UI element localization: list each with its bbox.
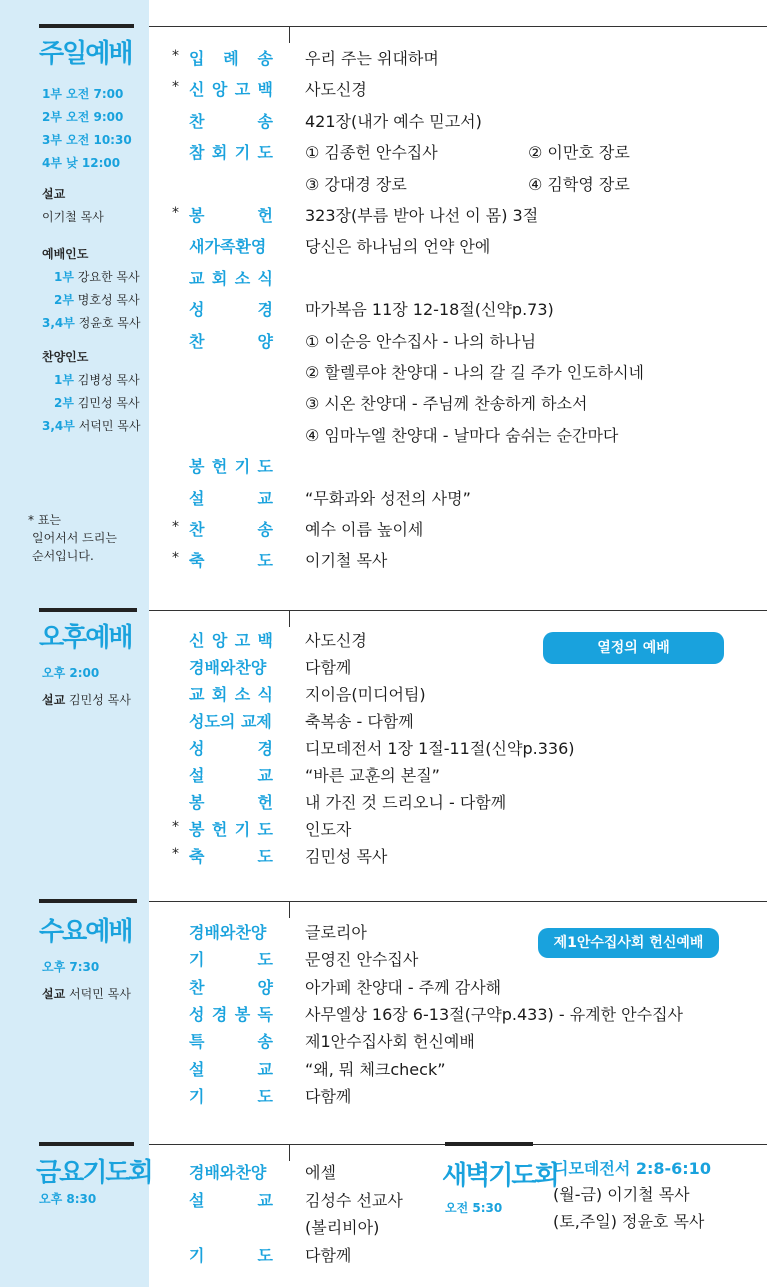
- sermon-name: 김민성 목사: [69, 693, 131, 707]
- order-value: 문영진 안수집사: [305, 950, 419, 970]
- order-value-secondary: ② 이만호 장로: [528, 143, 630, 163]
- order-label: 경배와찬양: [189, 923, 267, 942]
- order-value: 사도신경: [305, 80, 367, 100]
- order-value: ④ 임마누엘 찬양대 - 날마다 숨쉬는 순간마다: [305, 425, 619, 445]
- service-time: 1부 오전 7:00: [42, 87, 124, 101]
- leader-name: 김병성 목사: [77, 373, 140, 387]
- order-value: 내 가진 것 드리오니 - 다함께: [305, 793, 507, 812]
- leader-name: 김민성 목사: [77, 396, 140, 410]
- dawn-leader: (토,주일) 정윤호 목사: [553, 1212, 705, 1231]
- order-value: “왜, 뭐 체크check”: [305, 1059, 446, 1079]
- wednesday-badge: 제1안수집사회 헌신예배: [538, 928, 719, 958]
- sermon-label: 설교: [42, 987, 66, 1001]
- order-value: 김성수 선교사: [305, 1190, 403, 1210]
- dawn-leader: (월-금) 이기철 목사: [553, 1185, 690, 1204]
- order-label: 신 앙 고 백: [189, 80, 273, 100]
- order-row: [0, 391, 767, 423]
- order-label: 기 도: [189, 950, 273, 970]
- order-label: 성 경: [189, 739, 273, 758]
- order-row: [0, 234, 767, 266]
- section-bar: [39, 899, 137, 903]
- standing-mark: *: [172, 205, 179, 221]
- section-bar: [39, 1142, 134, 1146]
- order-label: 특 송: [189, 1032, 273, 1052]
- order-value: 사도신경: [305, 631, 367, 650]
- order-value: 이기철 목사: [305, 551, 388, 571]
- note-line: * 표는: [28, 513, 61, 527]
- order-row: [0, 548, 767, 580]
- order-row: [0, 1084, 767, 1116]
- section-bar: [39, 24, 134, 28]
- standing-mark: *: [172, 79, 179, 96]
- order-label: 기 도: [189, 1086, 273, 1106]
- wednesday-title: 수요예배: [39, 917, 132, 947]
- order-row: [0, 109, 767, 141]
- order-label: 새가족환영: [189, 237, 267, 257]
- order-value: 다함께: [305, 1086, 352, 1106]
- order-label: 봉 헌 기 도: [189, 820, 273, 839]
- standing-mark: *: [172, 48, 179, 64]
- order-row: [0, 844, 767, 876]
- order-label: 신 앙 고 백: [189, 631, 273, 650]
- service-time: 오후 8:30: [39, 1192, 97, 1206]
- section-bar: [39, 608, 137, 612]
- order-row: [0, 517, 767, 549]
- praise-label: 찬양인도: [42, 350, 89, 364]
- order-label: 봉 헌: [189, 206, 273, 225]
- order-label: 찬 양: [189, 331, 273, 351]
- order-value: 마가복음 11장 12-18절(신약p.73): [305, 300, 554, 320]
- order-label: 봉 헌 기 도: [189, 457, 273, 477]
- order-value: 인도자: [305, 820, 352, 839]
- standing-mark: *: [172, 550, 179, 567]
- order-row: [0, 172, 767, 204]
- part-label: 2부: [54, 293, 74, 307]
- order-value: “바른 교훈의 본질”: [305, 766, 440, 785]
- part-label: 1부: [54, 373, 74, 387]
- order-value: ① 김종헌 안수집사: [305, 143, 438, 163]
- sunday-title: 주일예배: [39, 39, 132, 69]
- order-value: 제1안수집사회 헌신예배: [305, 1032, 475, 1052]
- order-label: 성도의 교제: [189, 712, 272, 731]
- order-label: 교 회 소 식: [189, 685, 273, 704]
- service-time: 3부 오전 10:30: [42, 133, 132, 147]
- order-row: [0, 1243, 767, 1275]
- order-label: 설 교: [189, 766, 273, 785]
- service-time: 2부 오전 9:00: [42, 110, 124, 124]
- divider: [149, 610, 767, 611]
- order-row: [0, 266, 767, 298]
- dawn-scripture: 디모데전서 2:8-6:10: [553, 1159, 711, 1178]
- order-label: 찬 송: [189, 111, 273, 131]
- order-row: [0, 46, 767, 78]
- leader-name: 정윤호 목사: [78, 316, 141, 330]
- dawn-title: 새벽기도회: [442, 1161, 558, 1191]
- afternoon-badge: 열정의 예배: [543, 632, 724, 664]
- order-value: 에셀: [305, 1163, 336, 1182]
- order-value: 다함께: [305, 658, 352, 677]
- note-line: 순서입니다.: [32, 549, 94, 563]
- order-value: ① 이순응 안수집사 - 나의 하나님: [305, 331, 537, 351]
- order-label: 교 회 소 식: [189, 268, 273, 288]
- afternoon-title: 오후예배: [39, 623, 132, 653]
- order-value: 김민성 목사: [305, 847, 388, 866]
- standing-mark: *: [172, 519, 179, 535]
- standing-mark: *: [172, 819, 179, 835]
- order-label: 찬 양: [189, 977, 273, 997]
- divider-tick: [289, 1145, 290, 1161]
- order-row: [0, 454, 767, 486]
- divider-tick: [289, 27, 290, 43]
- order-label: 경배와찬양: [189, 658, 267, 677]
- order-value: 축복송 - 다함께: [305, 712, 414, 731]
- order-row: [0, 77, 767, 109]
- service-time: 오후 7:30: [42, 960, 100, 974]
- service-time: 4부 낮 12:00: [42, 156, 121, 170]
- leader-name: 서덕민 목사: [78, 419, 141, 433]
- order-value: 323장(부름 받아 나선 이 몸) 3절: [305, 206, 539, 225]
- part-label: 3,4부: [42, 419, 75, 433]
- sermon-label: 설교: [42, 693, 66, 707]
- order-value: 사무엘상 16장 6-13절(구약p.433) - 유계한 안수집사: [305, 1004, 683, 1024]
- order-value: ③ 시온 찬양대 - 주님께 찬송하게 하소서: [305, 394, 588, 414]
- note-line: 일어서서 드리는: [32, 531, 117, 545]
- service-time: 오후 2:00: [42, 666, 100, 680]
- order-row: [0, 486, 767, 518]
- order-value: 421장(내가 예수 믿고서): [305, 111, 482, 131]
- part-label: 2부: [54, 396, 74, 410]
- order-label: 봉 헌: [189, 793, 273, 812]
- leader-name: 강요한 목사: [77, 270, 140, 284]
- part-label: 1부: [54, 270, 74, 284]
- order-value: ② 할렐루야 찬양대 - 나의 갈 길 주가 인도하시네: [305, 363, 645, 382]
- order-row: [0, 203, 767, 235]
- order-label: 참 회 기 도: [189, 143, 273, 163]
- order-value: “무화과와 성전의 사명”: [305, 488, 471, 508]
- divider: [149, 26, 767, 27]
- order-label: 성 경 봉 독: [189, 1004, 273, 1024]
- order-value: 우리 주는 위대하며: [305, 49, 439, 68]
- order-value: ③ 강대경 장로: [305, 174, 407, 194]
- sermon-name: 이기철 목사: [42, 210, 104, 224]
- order-value: 아가페 찬양대 - 주께 감사해: [305, 977, 502, 997]
- order-value: 다함께: [305, 1245, 352, 1265]
- order-value: 지이음(미디어팀): [305, 685, 426, 704]
- order-label: 설 교: [189, 1190, 273, 1210]
- order-value: 예수 이름 높이세: [305, 520, 424, 539]
- order-label: 기 도: [189, 1245, 273, 1265]
- order-label: 경배와찬양: [189, 1163, 267, 1182]
- divider-tick: [289, 611, 290, 627]
- leader-name: 명호성 목사: [77, 293, 140, 307]
- divider-tick: [289, 902, 290, 918]
- order-label: 축 도: [189, 847, 273, 866]
- order-row: [0, 297, 767, 329]
- section-bar: [445, 1142, 533, 1146]
- order-value: 당신은 하나님의 언약 안에: [305, 237, 491, 257]
- order-row: [0, 140, 767, 172]
- order-label: 설 교: [189, 1059, 273, 1079]
- order-label: 설 교: [189, 488, 273, 508]
- order-value: (볼리비아): [305, 1218, 380, 1237]
- order-value-secondary: ④ 김학영 장로: [528, 174, 630, 194]
- order-label: 찬 송: [189, 520, 273, 539]
- order-label: 축 도: [189, 551, 273, 571]
- friday-title: 금요기도회: [36, 1158, 152, 1188]
- divider: [149, 901, 767, 902]
- order-row: [0, 360, 767, 392]
- lead-label: 예배인도: [42, 247, 89, 261]
- standing-mark: *: [172, 846, 179, 862]
- part-label: 3,4부: [42, 316, 75, 330]
- sermon-label: 설교: [42, 187, 66, 201]
- sermon-name: 서덕민 목사: [69, 987, 131, 1001]
- order-row: [0, 423, 767, 455]
- service-time: 오전 5:30: [445, 1201, 503, 1215]
- order-value: 글로리아: [305, 923, 367, 942]
- order-label: 입 례 송: [189, 49, 273, 68]
- order-row: [0, 329, 767, 361]
- order-value: 디모데전서 1장 1절-11절(신약p.336): [305, 739, 575, 758]
- order-label: 성 경: [189, 300, 273, 320]
